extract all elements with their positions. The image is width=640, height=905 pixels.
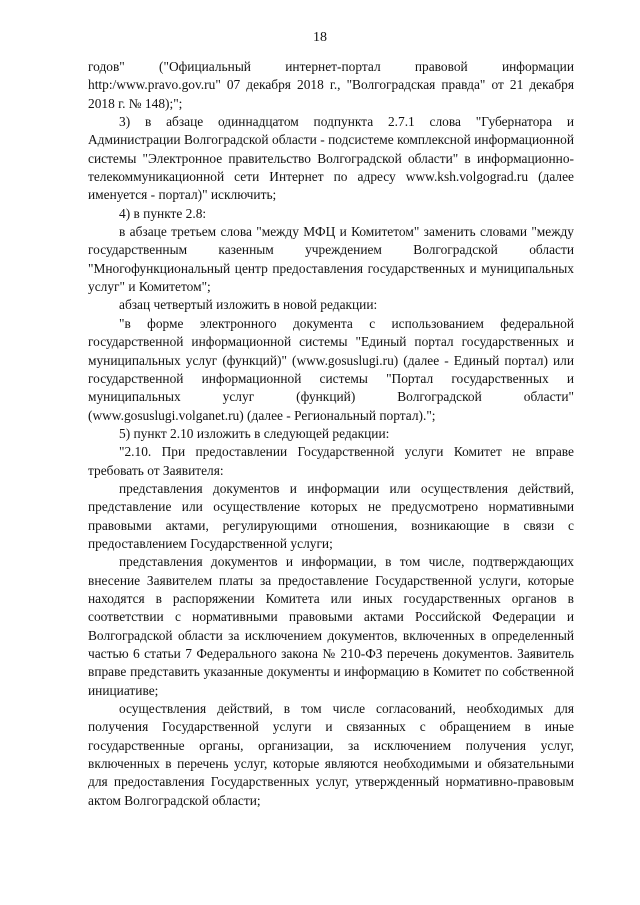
paragraph-requirement-2: представления документов и информации, в том числе, подтверждающих внесение Заявителем платы за предоставление Государственной услуги, которые находятся в распоряжении Комитета или иных государственных органов в соответствии с нормативными правовыми актами Российской Федерации и Волгоградской области за исключением документов, включенных в определенный частью 6 статьи 7 Федерального закона № 210-ФЗ перечень документов. Заявитель вправе представить указанные документы и информацию в Комитет по собственной инициативе; (88, 554, 574, 698)
paragraph-item-4-abzac-4: абзац четвертый изложить в новой редакции: (119, 297, 378, 313)
paragraph-item-3: 3) в абзаце одиннадцатом подпункта 2.7.1 слова "Губернатора и Администрации Волгоградской области - подсистеме комплексной информационной системы "Электронное правительство Волгоградской области" в информационно-телекоммуникационной сети Интернет по адресу www.ksh.volgograd.ru (далее именуется - портал)" исключить; (88, 114, 574, 203)
paragraph-item-4-abzac-3: в абзаце третьем слова "между МФЦ и Комитетом" заменить словами "между государственным казенным учреждением Волгоградской области "Многофункциональный центр предоставления государственных и муниципальных услуг" и Комитетом"; (88, 224, 574, 295)
paragraph-item-5: 5) пункт 2.10 изложить в следующей редакции: (119, 425, 390, 441)
paragraph-requirement-1: представления документов и информации или осуществления действий, представление или осуществление которых не предусмотрено нормативными правовыми актами, регулирующими отношения, возникающие в связи с предоставлением Государственной услуги; (88, 480, 574, 551)
paragraph-requirement-3: осуществления действий, в том числе согласований, необходимых для получения Государственной услуги и связанных с обращением в иные государственные органы, организации, за исключением получения услуг, включенных в перечень услуг, которые являются необходимыми и обязательными для предоставления Государственных услуг, утвержденный нормативно-правовым актом Волгоградской области; (88, 701, 574, 808)
document-body (88, 58, 574, 810)
paragraph-continuation: годов" ("Официальный интернет-портал правовой информации http:/www.pravo.gov.ru" 07 декабря 2018 г., "Волгоградская правда" от 21 декабря 2018 г. № 148);"; (88, 59, 574, 111)
paragraph-2-10: "2.10. При предоставлении Государственной услуги Комитет не вправе требовать от Заявителя: (88, 444, 574, 478)
paragraph-quote-electronic: "в форме электронного документа с использованием федеральной государственной информационной системы "Единый портал государственных и муниципальных услуг (функций)" (www.gosuslugi.ru) (далее - Единый портал) или государственной информационной системы "Портал государственных и муниципальных услуг (функций) Волгоградской области" (www.gosuslugi.volganet.ru) (далее - Региональный портал)."; (88, 315, 574, 423)
page-number: 18 (313, 30, 327, 45)
paragraph-item-4: 4) в пункте 2.8: (119, 205, 207, 221)
